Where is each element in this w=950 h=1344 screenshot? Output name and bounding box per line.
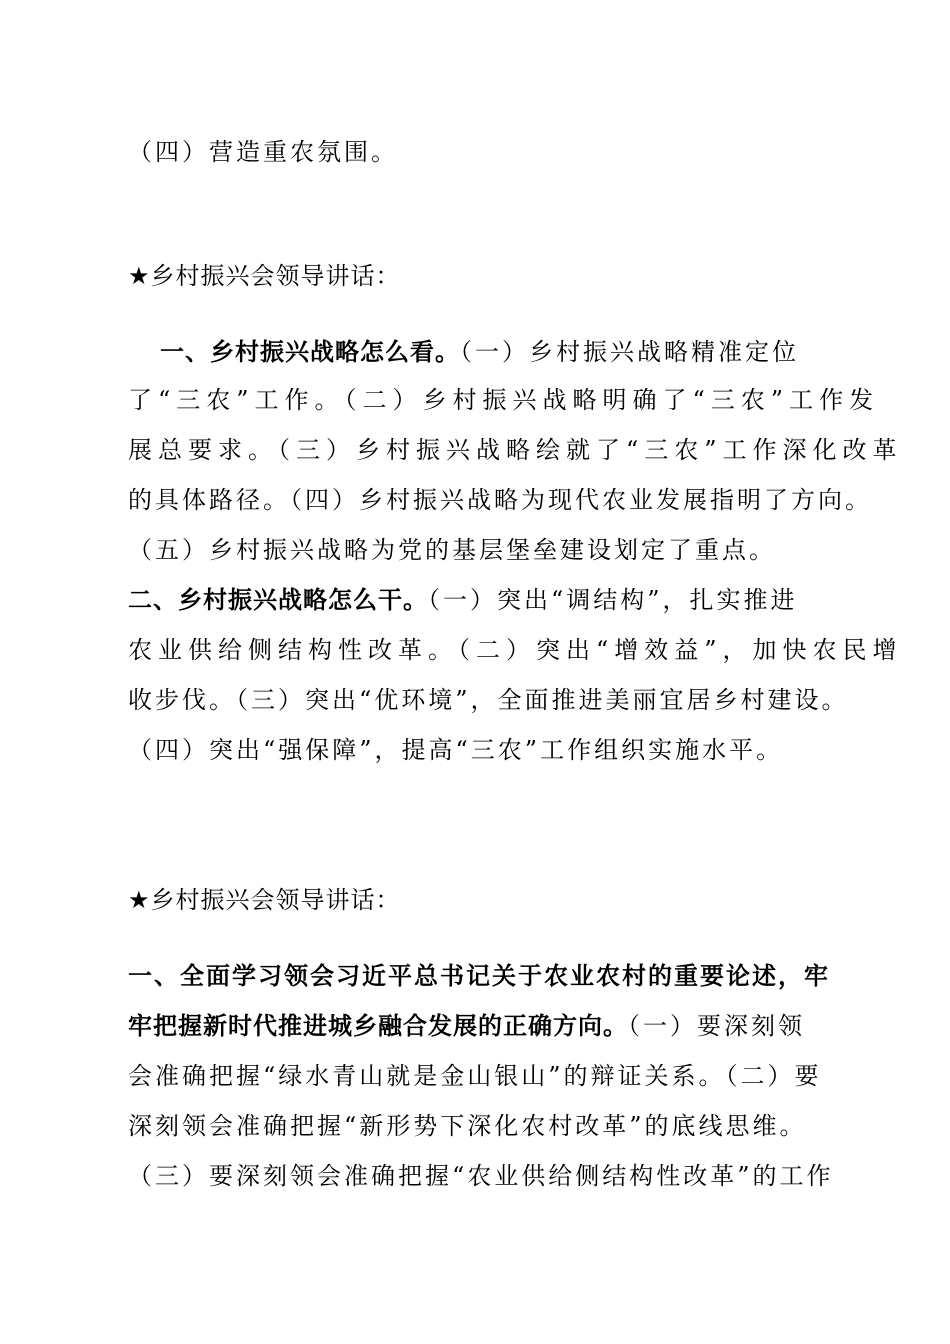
text-run: （一）要深刻领 [628, 1012, 805, 1040]
text-run: 农业供给侧结构性改革。（二）突出“增效益”，加快农民增 [128, 636, 903, 664]
paragraph-line [128, 1010, 828, 1042]
text-run: （一）乡村振兴战略精准定位 [460, 338, 799, 366]
text-run: （五）乡村振兴战略为党的基层堡垒建设划定了重点。 [128, 536, 776, 564]
section-heading [128, 884, 828, 916]
paragraph-line [128, 484, 872, 516]
text-run: 展总要求。（三）乡村振兴战略绘就了“三农”工作深化改革 [128, 436, 903, 464]
paragraph-line [128, 1060, 828, 1092]
text-run: （三）要深刻领会准确把握“农业供给侧结构性改革”的工作 [128, 1162, 834, 1190]
paragraph-line [128, 136, 828, 168]
text-run: （四）突出“强保障”，提高“三农”工作组织实施水平。 [128, 736, 784, 764]
text-run: 深刻领会准确把握“新形势下深化农村改革”的底线思维。 [128, 1112, 807, 1140]
text-run: 的具体路径。（四）乡村振兴战略为现代农业发展指明了方向。 [128, 486, 872, 514]
paragraph-line [128, 584, 828, 616]
bold-heading-run: 一、全面学习领会习近平总书记关于农业农村的重要论述，牢 [128, 962, 830, 990]
paragraph-line [128, 434, 903, 466]
paragraph-line [128, 1160, 834, 1192]
text-run: （一）突出“调结构”，扎实推进 [428, 586, 798, 614]
paragraph-line [128, 960, 828, 992]
paragraph-line [160, 336, 828, 368]
paragraph-line [128, 1110, 828, 1142]
bold-heading-run: 二、乡村振兴战略怎么干。 [128, 586, 428, 614]
paragraph-line [128, 634, 903, 666]
bold-heading-run: 牢把握新时代推进城乡融合发展的正确方向。 [128, 1012, 628, 1040]
paragraph-line [128, 684, 849, 716]
text-run: 收步伐。（三）突出“优环境”，全面推进美丽宜居乡村建设。 [128, 686, 849, 714]
paragraph-line [128, 534, 828, 566]
paragraph-line [128, 734, 828, 766]
paragraph-line [128, 384, 880, 416]
text-run: 会准确把握“绿水青山就是金山银山”的辩证关系。（二）要 [128, 1062, 822, 1090]
section-heading [128, 260, 828, 292]
section-heading-text: ★乡村振兴会领导讲话： [128, 262, 401, 290]
section-heading-text: ★乡村振兴会领导讲话： [128, 886, 401, 914]
text-run: （四）营造重农氛围。 [128, 138, 398, 166]
text-run: 了“三农”工作。（二）乡村振兴战略明确了“三农”工作发 [128, 386, 880, 414]
bold-heading-run: 一、乡村振兴战略怎么看。 [160, 338, 460, 366]
